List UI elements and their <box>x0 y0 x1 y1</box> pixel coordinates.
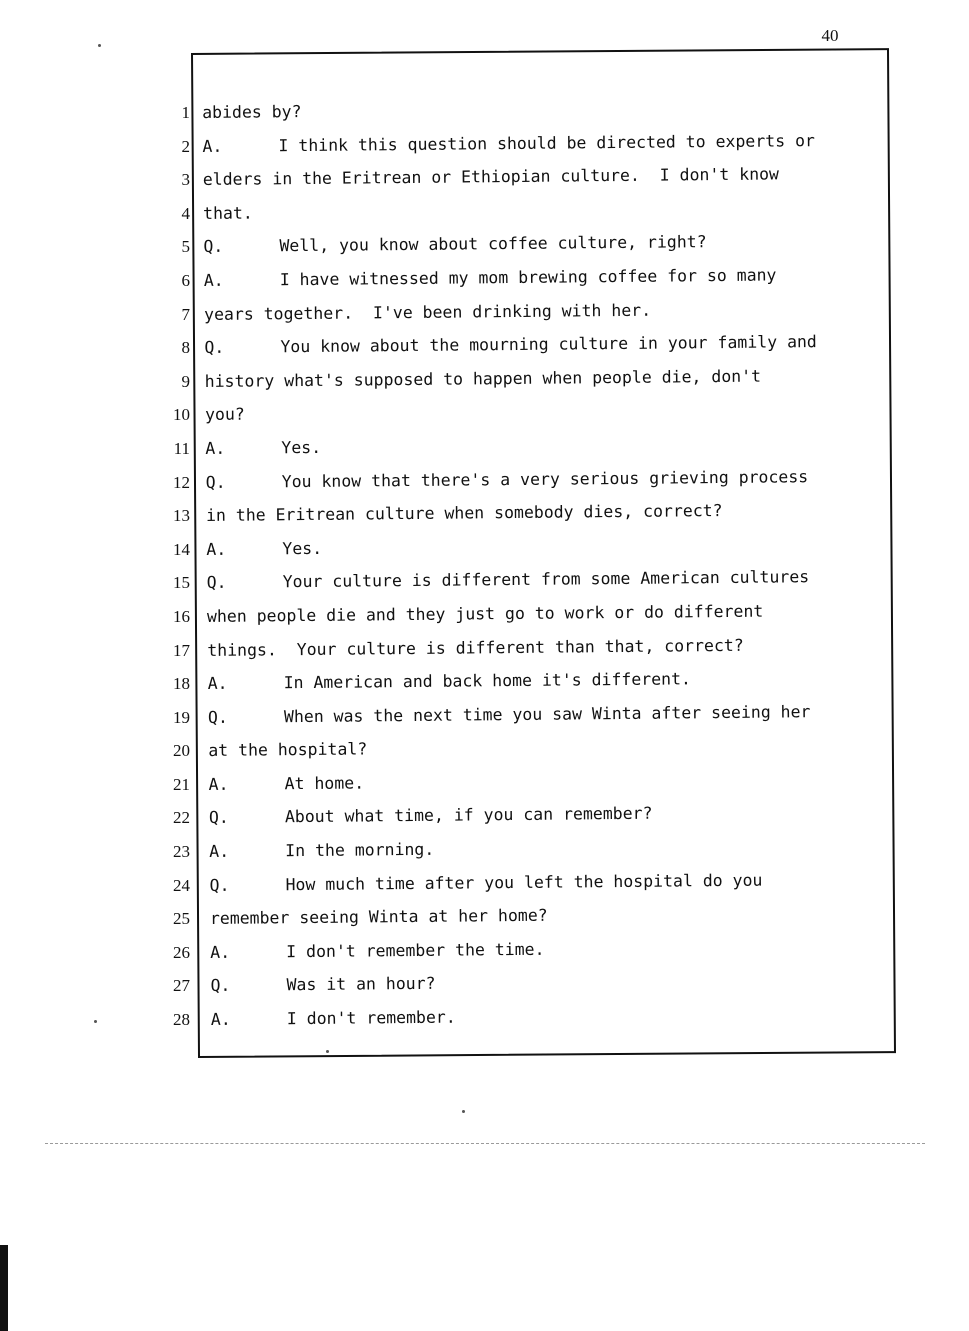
line-number: 12 <box>173 472 190 492</box>
line-text: in the Eritrean culture when somebody dies, correct? <box>205 501 723 526</box>
line-text: that. <box>203 203 253 223</box>
line-number: 18 <box>173 674 190 694</box>
transcript-line <box>203 157 863 197</box>
speaker-label: A. <box>203 270 224 290</box>
scan-speck <box>98 44 101 47</box>
scan-speck <box>94 1020 97 1023</box>
line-text: history what's supposed to happen when people die, don't <box>204 366 762 391</box>
line-text: You know that there's a very serious grieving process <box>281 466 809 491</box>
line-text: years together. I've been drinking with her. <box>204 300 652 324</box>
line-text: Was it an hour? <box>286 974 436 995</box>
line-number: 3 <box>181 170 190 190</box>
page-number: 40 <box>821 26 839 45</box>
line-number: 7 <box>181 304 190 324</box>
scan-artifact-line <box>45 1143 925 1144</box>
line-text: In American and back home it's different. <box>283 669 692 693</box>
line-number: 10 <box>173 405 190 425</box>
line-number: 6 <box>181 270 190 290</box>
line-number: 5 <box>181 237 190 257</box>
line-number: 16 <box>173 606 190 626</box>
speaker-label: A. <box>210 942 231 962</box>
line-number: 4 <box>181 203 190 223</box>
line-number: 24 <box>173 875 190 895</box>
line-text: abides by? <box>202 102 302 122</box>
speaker-label: A. <box>206 539 227 559</box>
speaker-label: A. <box>208 774 229 794</box>
speaker-label: Q. <box>203 237 224 257</box>
scan-speck <box>462 1110 465 1113</box>
line-number: 22 <box>173 808 190 828</box>
scan-speck <box>326 1050 329 1053</box>
line-number: 21 <box>173 774 190 794</box>
transcript-line <box>211 997 871 1037</box>
transcript-line <box>204 325 864 365</box>
line-number: 26 <box>173 942 190 962</box>
line-text: elders in the Eritrean or Ethiopian culture. I don't know <box>202 164 780 190</box>
transcript-line <box>206 459 866 499</box>
speaker-label: Q. <box>208 808 229 828</box>
line-number: 27 <box>173 976 190 996</box>
line-text: How much time after you left the hospital do you <box>285 870 763 894</box>
line-number: 11 <box>173 438 190 458</box>
line-text: you? <box>204 404 245 425</box>
speaker-label: A. <box>210 1009 231 1029</box>
speaker-label: Q. <box>207 707 228 727</box>
line-number: 19 <box>173 707 190 727</box>
line-text: In the morning. <box>285 839 435 861</box>
line-text: when people die and they just go to work or do different <box>206 601 764 626</box>
line-text: I think this question should be directed to experts or <box>278 130 815 155</box>
line-text: remember seeing Winta at her home? <box>209 905 548 929</box>
line-number: 17 <box>173 640 190 660</box>
line-number: 8 <box>181 338 190 358</box>
line-number: 23 <box>173 842 190 862</box>
line-number: 1 <box>181 103 190 122</box>
line-text: at the hospital? <box>208 739 368 761</box>
line-number: 20 <box>173 741 190 761</box>
line-text: I don't remember the time. <box>286 939 545 962</box>
line-text: I don't remember. <box>286 1007 456 1029</box>
line-number: 15 <box>173 573 190 593</box>
scan-artifact-bar <box>0 1245 8 1331</box>
line-number: 9 <box>181 371 190 391</box>
line-text: Yes. <box>282 538 323 558</box>
line-text: About what time, if you can remember? <box>284 804 653 827</box>
transcript-line <box>207 560 867 600</box>
line-text: things. Your culture is different than that, correct? <box>207 635 744 660</box>
transcript-text <box>202 90 871 1037</box>
line-text: You know about the mourning culture in your family and <box>280 332 817 357</box>
speaker-label: Q. <box>210 976 231 996</box>
speaker-label: A. <box>207 673 228 694</box>
line-text: Your culture is different from some American cultures <box>282 567 810 592</box>
line-number-column <box>150 96 190 1037</box>
line-number: 28 <box>173 1010 190 1030</box>
speaker-label: A. <box>202 136 223 156</box>
line-number: 25 <box>173 909 190 929</box>
speaker-label: A. <box>205 438 226 458</box>
transcript-line <box>208 694 868 734</box>
line-text: Yes. <box>281 437 322 458</box>
speaker-label: Q. <box>204 337 225 358</box>
transcript-line <box>204 258 864 298</box>
speaker-label: Q. <box>206 573 227 593</box>
line-text: I have witnessed my mom brewing coffee for so many <box>279 265 777 290</box>
line-text: Well, you know about coffee culture, right? <box>279 232 707 256</box>
line-text: At home. <box>284 773 365 794</box>
line-number: 13 <box>173 506 190 526</box>
line-number: 14 <box>173 539 190 559</box>
line-text: When was the next time you saw Winta after seeing her <box>283 701 811 726</box>
speaker-label: Q. <box>205 472 226 492</box>
speaker-label: Q. <box>209 875 230 895</box>
line-number: 2 <box>181 136 190 156</box>
speaker-label: A. <box>209 841 230 862</box>
